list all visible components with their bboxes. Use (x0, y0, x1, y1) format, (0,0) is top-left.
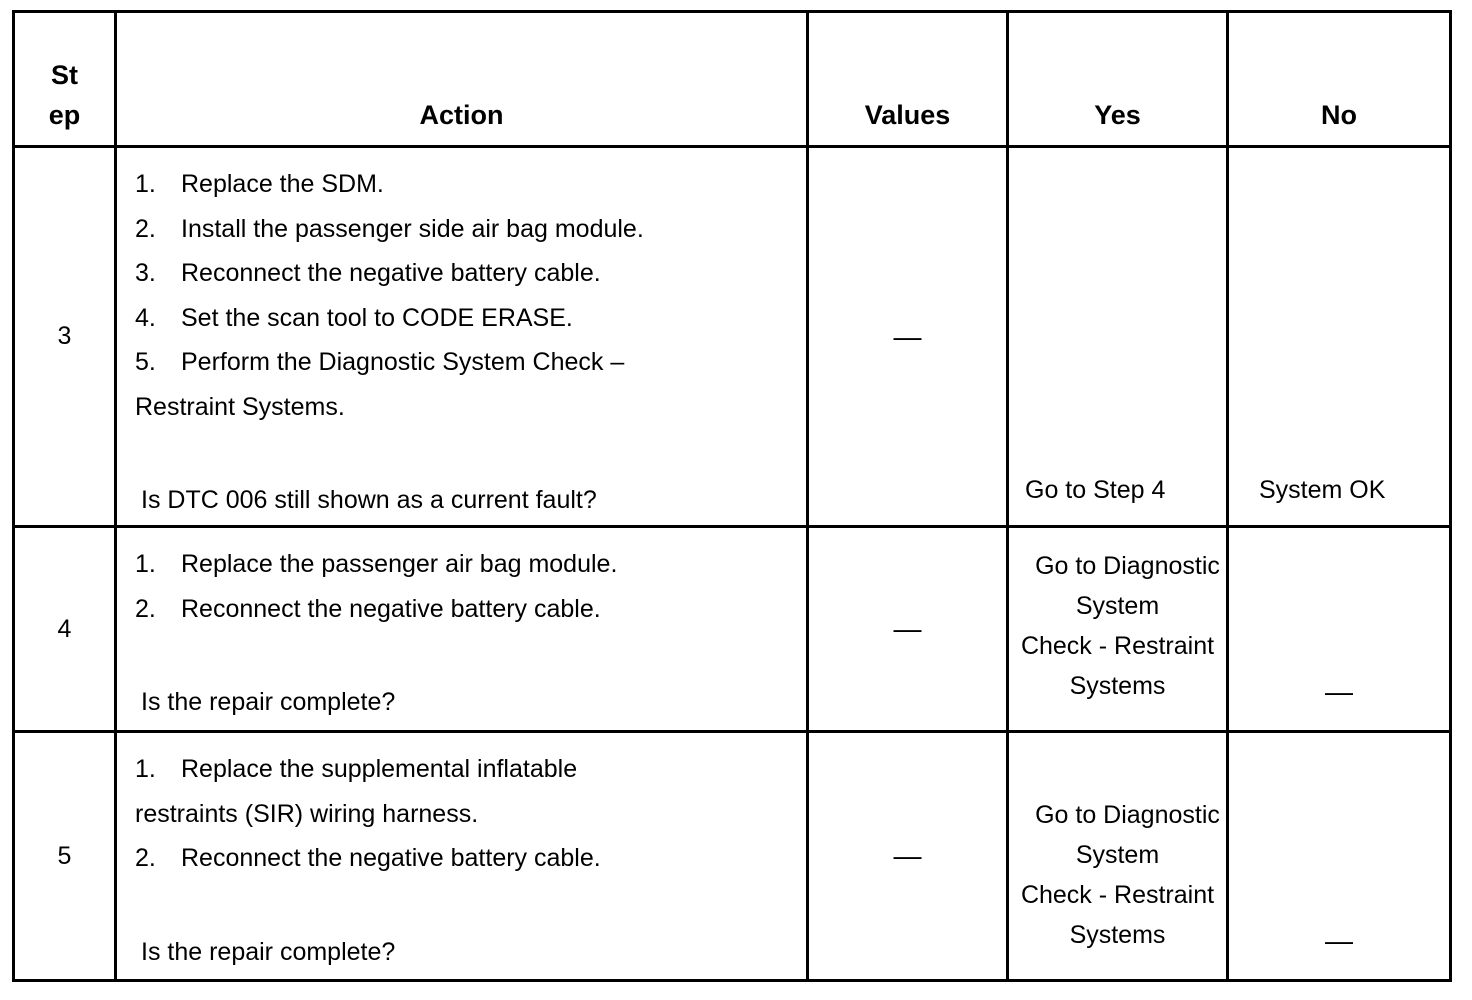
action-item (135, 207, 806, 252)
action-text: Set the scan tool to CODE ERASE. (181, 303, 573, 332)
action-item (135, 162, 806, 207)
goto-line: Systems (1069, 921, 1166, 949)
action-cell (116, 732, 808, 981)
no-cell (1228, 527, 1451, 732)
action-number: 3. (135, 259, 156, 287)
action-item (135, 251, 806, 296)
header-values: Values (808, 12, 1008, 147)
goto-diagnostic-link[interactable] (1009, 546, 1226, 706)
header-step (14, 12, 116, 147)
goto-line: Go to Diagnostic (1035, 801, 1220, 829)
action-number: 1. (135, 755, 156, 783)
question-text: Is the repair complete? (141, 688, 396, 716)
action-number: 2. (135, 594, 156, 623)
table-row-step-3 (14, 147, 1451, 527)
header-action: Action (116, 12, 808, 147)
values-cell: — (808, 732, 1008, 981)
goto-diagnostic-link[interactable] (1009, 795, 1226, 955)
action-item (135, 542, 806, 587)
table-row-step-4 (14, 527, 1451, 732)
yes-cell (1008, 732, 1228, 981)
action-number: 1. (135, 170, 156, 198)
header-no: No (1228, 12, 1451, 147)
action-item (135, 836, 806, 881)
no-cell (1228, 732, 1451, 981)
values-cell: — (808, 147, 1008, 527)
step-number: 3 (14, 147, 116, 527)
header-step-line2: ep (48, 100, 81, 130)
action-cell (116, 147, 808, 527)
no-result: — (1325, 925, 1353, 956)
yes-result: Go to Step 4 (1025, 476, 1166, 504)
no-cell (1228, 147, 1451, 527)
goto-line: System (1075, 841, 1160, 869)
yes-cell (1008, 527, 1228, 732)
action-number: 2. (135, 214, 156, 243)
goto-line: Systems (1069, 672, 1166, 700)
action-number: 4. (135, 303, 156, 332)
action-text: Perform the Diagnostic System Check – (181, 348, 625, 376)
diagnostic-table (12, 10, 1452, 982)
action-number: 2. (135, 844, 156, 872)
action-number: 1. (135, 550, 156, 578)
action-continuation: restraints (SIR) wiring harness. (135, 799, 479, 828)
action-text: Replace the supplemental inflatable (181, 755, 578, 783)
question-text: Is the repair complete? (141, 937, 396, 966)
goto-line: Check - Restraint (1020, 881, 1215, 909)
table-row-step-5 (14, 732, 1451, 981)
no-result: System OK (1259, 476, 1386, 504)
action-text: Replace the passenger air bag module. (181, 550, 618, 578)
goto-line: Check - Restraint (1020, 632, 1215, 660)
yes-cell (1008, 147, 1228, 527)
action-text: Reconnect the negative battery cable. (181, 844, 601, 872)
step-number: 4 (14, 527, 116, 732)
step-number: 5 (14, 732, 116, 981)
header-row (14, 12, 1451, 147)
header-step-line1: St (51, 60, 78, 90)
action-continuation: Restraint Systems. (135, 392, 345, 421)
action-item (135, 296, 806, 341)
goto-line: System (1075, 592, 1160, 620)
question-text: Is DTC 006 still shown as a current fault? (141, 486, 597, 514)
action-item (135, 587, 806, 632)
action-text: Reconnect the negative battery cable. (181, 259, 601, 287)
no-result: — (1325, 676, 1353, 707)
header-yes: Yes (1008, 12, 1228, 147)
action-text: Install the passenger side air bag module. (181, 214, 644, 243)
action-cell (116, 527, 808, 732)
action-number: 5. (135, 348, 156, 376)
action-text: Replace the SDM. (181, 170, 384, 198)
action-item (135, 340, 806, 385)
values-cell: — (808, 527, 1008, 732)
goto-line: Go to Diagnostic (1035, 552, 1220, 580)
action-item (135, 747, 806, 792)
action-text: Reconnect the negative battery cable. (181, 594, 601, 623)
